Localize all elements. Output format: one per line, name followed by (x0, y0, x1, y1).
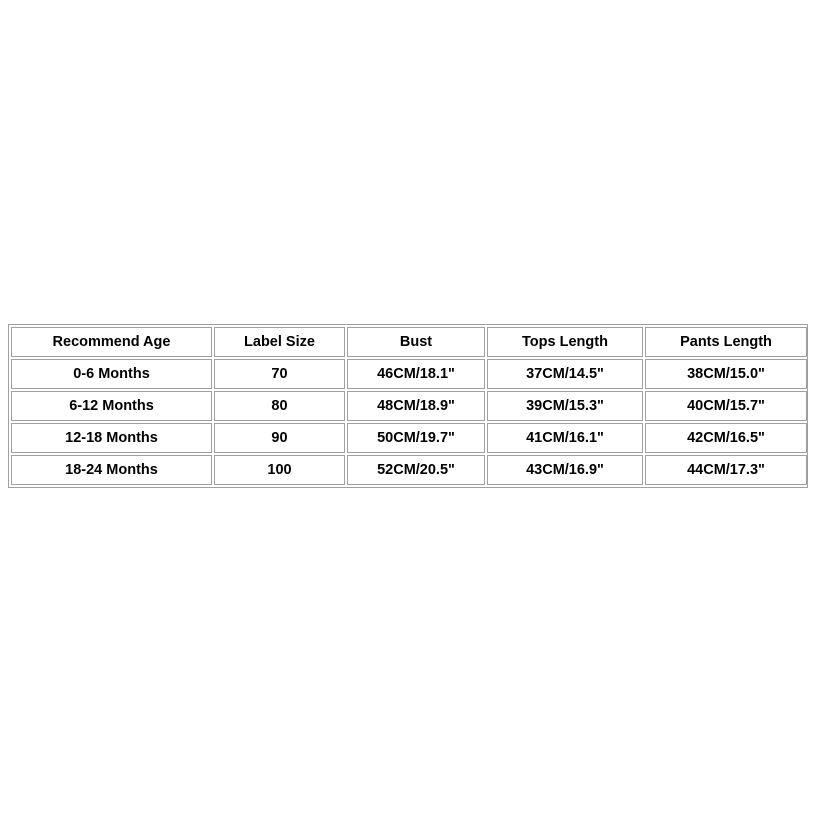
cell-label-size: 100 (214, 455, 345, 485)
cell-tops-length: 39CM/15.3" (487, 391, 643, 421)
cell-bust: 52CM/20.5" (347, 455, 485, 485)
cell-pants-length: 42CM/16.5" (645, 423, 807, 453)
header-bust: Bust (347, 327, 485, 357)
cell-pants-length: 44CM/17.3" (645, 455, 807, 485)
size-chart (8, 324, 808, 488)
cell-recommend-age: 0-6 Months (11, 359, 212, 389)
header-recommend-age: Recommend Age (11, 327, 212, 357)
cell-label-size: 80 (214, 391, 345, 421)
table-row (11, 359, 807, 389)
cell-bust: 46CM/18.1" (347, 359, 485, 389)
cell-recommend-age: 12-18 Months (11, 423, 212, 453)
cell-label-size: 90 (214, 423, 345, 453)
cell-tops-length: 43CM/16.9" (487, 455, 643, 485)
table-row (11, 455, 807, 485)
header-tops-length: Tops Length (487, 327, 643, 357)
size-table (9, 325, 809, 487)
cell-pants-length: 38CM/15.0" (645, 359, 807, 389)
header-pants-length: Pants Length (645, 327, 807, 357)
cell-bust: 50CM/19.7" (347, 423, 485, 453)
header-label-size: Label Size (214, 327, 345, 357)
cell-label-size: 70 (214, 359, 345, 389)
cell-recommend-age: 18-24 Months (11, 455, 212, 485)
cell-pants-length: 40CM/15.7" (645, 391, 807, 421)
table-row (11, 391, 807, 421)
cell-tops-length: 41CM/16.1" (487, 423, 643, 453)
header-row (11, 327, 807, 357)
cell-recommend-age: 6-12 Months (11, 391, 212, 421)
cell-tops-length: 37CM/14.5" (487, 359, 643, 389)
cell-bust: 48CM/18.9" (347, 391, 485, 421)
table-row (11, 423, 807, 453)
